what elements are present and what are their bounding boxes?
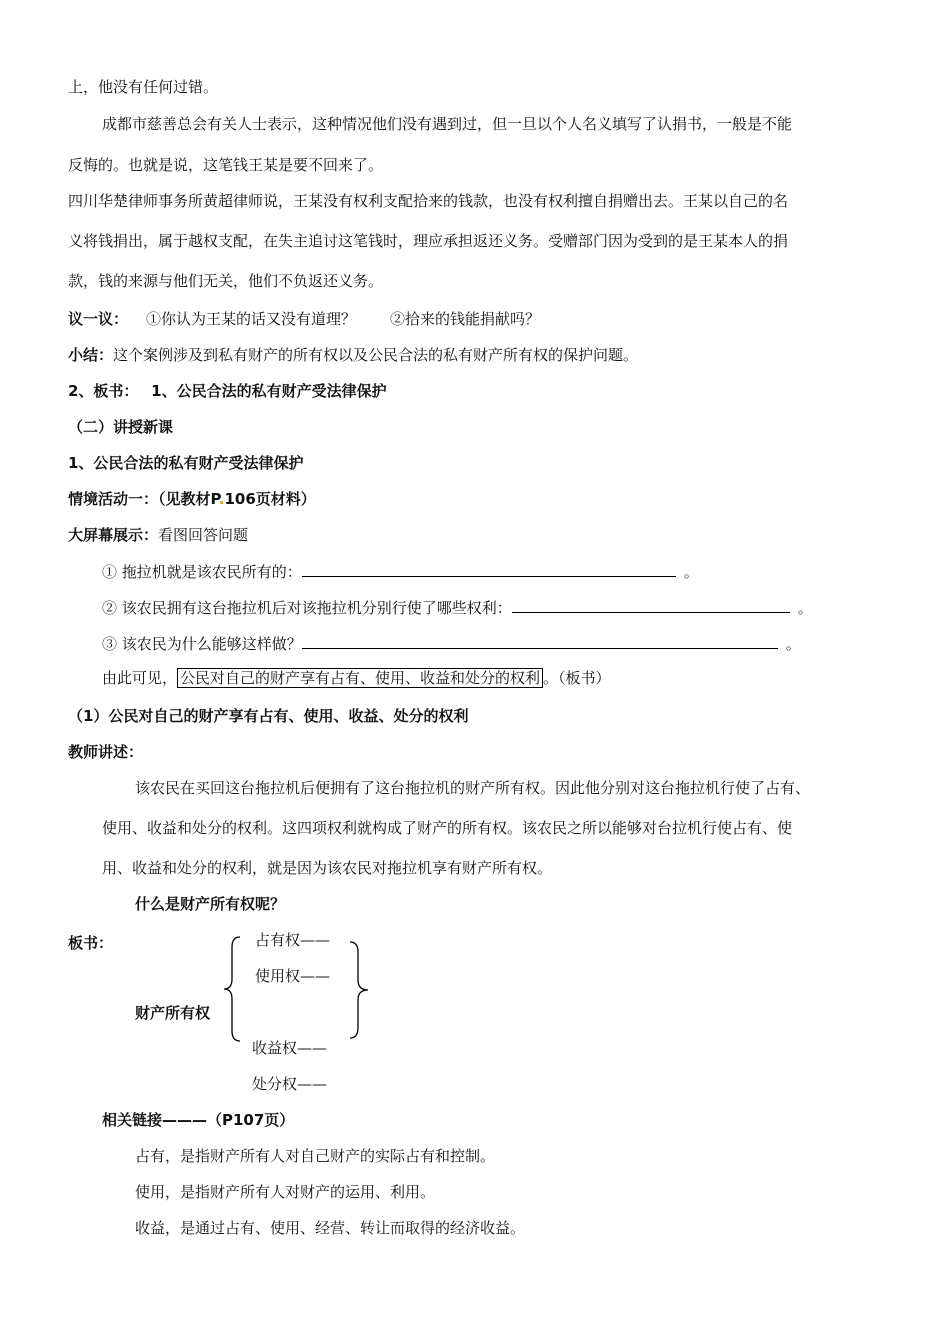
answer-blank-3[interactable]: [302, 634, 778, 649]
topic-heading: 1、公民合法的私有财产受法律保护: [68, 454, 304, 472]
summary-line: [68, 345, 638, 365]
right-item: 处分权——: [252, 1075, 328, 1093]
period: 。: [797, 599, 813, 617]
question-3: [102, 634, 801, 654]
answer-blank-1[interactable]: [302, 562, 676, 577]
paragraph-line: 该农民在买回这台拖拉机后便拥有了这台拖拉机的财产所有权。因此他分别对这台拖拉机行使了占有、: [135, 779, 811, 797]
link-heading: 相关链接———（P107页）: [102, 1111, 295, 1129]
paragraph-line: 款，钱的来源与他们无关，他们不负返还义务。: [68, 272, 384, 290]
teacher-label: 教师讲述：: [68, 743, 144, 761]
board-heading: 2、板书： 1、公民合法的私有财产受法律保护: [68, 382, 387, 400]
definition-line: 使用，是指财产所有人对财产的运用、利用。: [135, 1183, 436, 1201]
screen-label: 大屏幕展示：: [68, 526, 159, 544]
conclusion-suffix: 。（板书）: [543, 669, 611, 687]
paragraph-line: 反悔的。也就是说，这笔钱王某是要不回来了。: [68, 156, 384, 174]
activity-ref-dot: .: [218, 490, 225, 508]
answer-blank-2[interactable]: [512, 598, 790, 613]
paragraph-line: 用、收益和处分的权利，就是因为该农民对拖拉机享有财产所有权。: [102, 859, 553, 877]
discussion-label: 议一议：: [68, 310, 129, 328]
right-item: 收益权——: [252, 1039, 328, 1057]
section-heading: （二）讲授新课: [68, 418, 174, 436]
activity-ref-page: 106页材料）: [224, 490, 316, 508]
question-1: [102, 562, 699, 582]
definition-line: 占有，是指财产所有人对自己财产的实际占有和控制。: [135, 1147, 496, 1165]
screen-line: [68, 525, 248, 545]
definition-line: 收益，是通过占有、使用、经营、转让而取得的经济收益。: [135, 1219, 526, 1237]
ownership-label: 财产所有权: [135, 1004, 211, 1022]
discussion-question-1: ①你认为王某的话又没有道理？: [146, 310, 357, 328]
left-brace-icon: [220, 935, 244, 1043]
subsection-heading: （1）公民对自己的财产享有占有、使用、收益、处分的权利: [68, 707, 469, 725]
conclusion-boxed-text: 公民对自己的财产享有占有、使用、收益和处分的权利: [177, 668, 543, 688]
question-2: [102, 598, 813, 618]
summary-text: 这个案例涉及到私有财产的所有权以及公民合法的私有财产所有权的保护问题。: [113, 346, 639, 364]
question-3-text: ③ 该农民为什么能够这样做？: [102, 635, 302, 653]
screen-text: 看图回答问题: [158, 526, 249, 544]
paragraph-line: 四川华楚律师事务所黄超律师说，王某没有权利支配拾来的钱款，也没有权利擅自捐赠出去。王某以自己的名: [68, 192, 789, 210]
paragraph-line: 义将钱捐出，属于越权支配，在失主追讨这笔钱时，理应承担返还义务。受赠部门因为受到的是王某本人的捐: [68, 232, 789, 250]
discussion-question-2: ②拾来的钱能捐献吗？: [390, 310, 541, 328]
activity-label: 情境活动一：（见教材: [68, 490, 211, 508]
discussion-line: [68, 309, 540, 329]
paragraph-line: 上，他没有任何过错。: [68, 78, 219, 96]
right-item: 使用权——: [255, 967, 331, 985]
question-heading: 什么是财产所有权呢？: [135, 895, 286, 913]
question-2-text: ② 该农民拥有这台拖拉机后对该拖拉机分别行使了哪些权利：: [102, 599, 512, 617]
paragraph-line: 使用、收益和处分的权利。这四项权利就构成了财产的所有权。该农民之所以能够对台拉机行使占有、使: [102, 819, 793, 837]
activity-heading: [68, 489, 316, 509]
question-1-text: ① 拖拉机就是该农民所有的：: [102, 563, 302, 581]
right-item: 占有权——: [255, 931, 331, 949]
conclusion-line: [102, 668, 611, 688]
summary-label: 小结：: [68, 346, 114, 364]
paragraph-line: 成都市慈善总会有关人士表示，这种情况他们没有遇到过，但一旦以个人名义填写了认捐书，一般是不能: [102, 115, 793, 133]
board-label: 板书：: [68, 934, 114, 952]
right-brace-icon: [346, 940, 372, 1040]
period: 。: [683, 563, 699, 581]
conclusion-prefix: 由此可见，: [102, 669, 178, 687]
period: 。: [785, 635, 801, 653]
activity-ref-letter: P: [210, 490, 219, 508]
